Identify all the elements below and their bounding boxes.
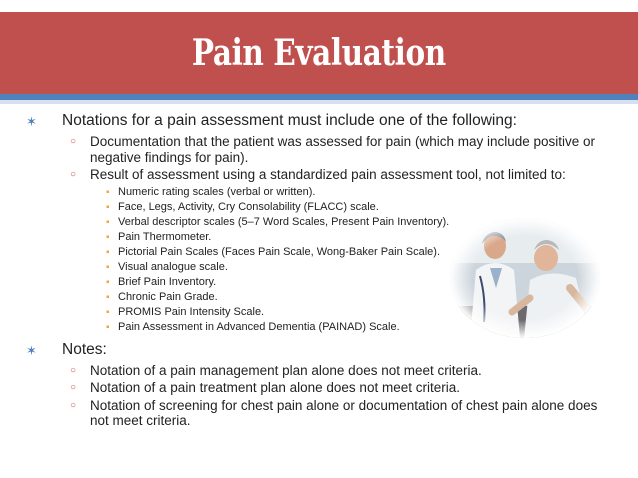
circle-bullet-icon: ○ bbox=[70, 136, 77, 147]
square-bullet-icon: ▪ bbox=[106, 186, 110, 198]
bullet-level3 bbox=[26, 185, 626, 200]
square-bullet-icon: ▪ bbox=[106, 246, 110, 258]
accent-stripe-light bbox=[0, 100, 638, 104]
bullet-text: Face, Legs, Activity, Cry Consolability (FLACC) scale. bbox=[118, 200, 379, 213]
square-bullet-icon: ▪ bbox=[106, 201, 110, 213]
bullet-level2 bbox=[26, 398, 626, 429]
bullet-text: Pain Assessment in Advanced Dementia (PAINAD) Scale. bbox=[118, 320, 400, 333]
bullet-text: Notation of a pain management plan alone does not meet criteria. bbox=[90, 362, 482, 378]
curly-bullet-icon: ✶ bbox=[26, 114, 37, 129]
bullet-text: Chronic Pain Grade. bbox=[118, 290, 218, 303]
bullet-text: Notation of a pain treatment plan alone does not meet criteria. bbox=[90, 380, 460, 395]
bullet-level2 bbox=[26, 380, 626, 396]
bullet-level1 bbox=[26, 112, 626, 130]
square-bullet-icon: ▪ bbox=[106, 276, 110, 288]
curly-bullet-icon: ✶ bbox=[26, 342, 37, 358]
bullet-text: Pictorial Pain Scales (Faces Pain Scale, Wong-Baker Pain Scale). bbox=[118, 245, 440, 258]
bullet-level2 bbox=[26, 167, 626, 183]
slide-title: Pain Evaluation bbox=[192, 32, 446, 74]
circle-bullet-icon: ○ bbox=[70, 364, 77, 376]
bullet-level3 bbox=[26, 200, 626, 215]
bullet-text: Pain Thermometer. bbox=[118, 230, 212, 243]
bullet-text: Verbal descriptor scales (5–7 Word Scales, Present Pain Inventory). bbox=[118, 215, 450, 228]
square-bullet-icon: ▪ bbox=[106, 216, 110, 228]
bullet-text: Notations for a pain assessment must include one of the following: bbox=[62, 112, 517, 129]
bullet-text: Result of assessment using a standardized pain assessment tool, not limited to: bbox=[90, 167, 566, 182]
circle-bullet-icon: ○ bbox=[70, 382, 77, 393]
bullet-level1 bbox=[26, 341, 626, 359]
bullet-text: Brief Pain Inventory. bbox=[118, 275, 217, 288]
bullet-text: Documentation that the patient was assessed for pain (which may include positive or negative findings for pain). bbox=[90, 134, 596, 165]
bullet-text: PROMIS Pain Intensity Scale. bbox=[118, 305, 265, 318]
bullet-level2 bbox=[26, 134, 626, 165]
bullet-text: Numeric rating scales (verbal or written). bbox=[118, 185, 316, 198]
square-bullet-icon: ▪ bbox=[106, 291, 110, 303]
bullet-text: Notes: bbox=[62, 340, 107, 358]
circle-bullet-icon: ○ bbox=[70, 169, 77, 180]
doctor-patient-photo bbox=[450, 218, 600, 338]
square-bullet-icon: ▪ bbox=[106, 231, 110, 243]
title-bar bbox=[0, 12, 638, 94]
bullet-text: Visual analogue scale. bbox=[118, 260, 228, 273]
bullet-level2 bbox=[26, 363, 626, 379]
square-bullet-icon: ▪ bbox=[106, 261, 110, 273]
circle-bullet-icon: ○ bbox=[70, 399, 77, 411]
square-bullet-icon: ▪ bbox=[106, 306, 110, 318]
square-bullet-icon: ▪ bbox=[106, 321, 110, 333]
bullet-text: Notation of screening for chest pain alone or documentation of chest pain alone does not meet criteria. bbox=[90, 397, 598, 428]
